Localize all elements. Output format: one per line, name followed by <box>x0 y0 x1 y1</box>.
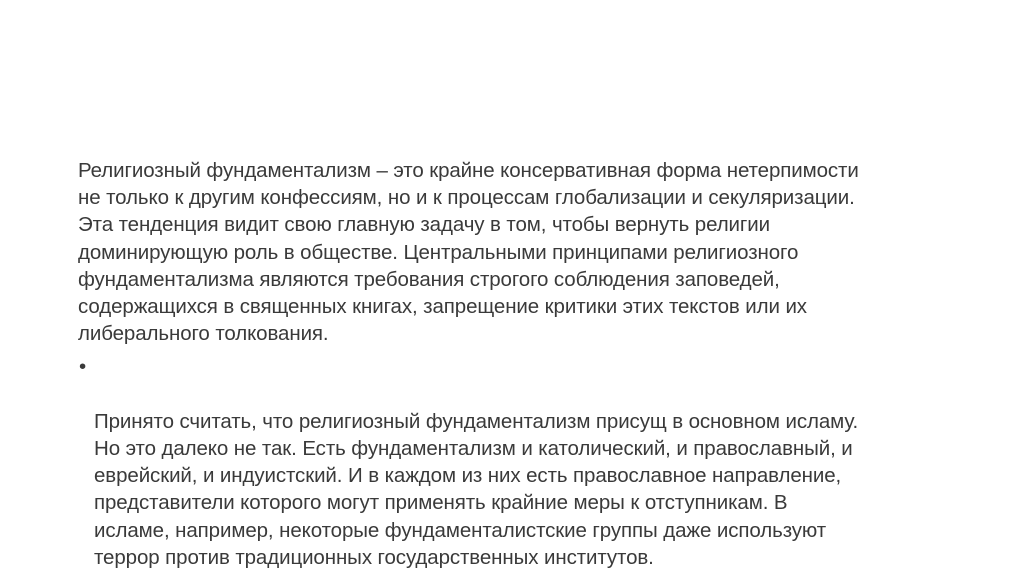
slide-body <box>78 157 958 571</box>
intro-paragraph: Религиозный фундаментализм – это крайне консервативная форма нетерпимости не только к другим конфессиям, но и к процессам глобализации и секуляризации. Эта тенденция видит свою главную задачу в том, чтобы вернуть религии доминирующую роль в обществе. Центральными принципами религиозного фундаментализма являются требования строгого соблюдения заповедей, содержащихся в священных книгах, запрещение критики этих текстов или их либерального толкования. <box>78 159 859 346</box>
bullet-item <box>78 353 958 571</box>
bullet-marker: • <box>79 355 87 379</box>
bullet-text: Принято считать, что религиозный фундаментализм присущ в основном исламу. Но это далеко не так. Есть фундаментализм и католический, и православный, и еврейский, и индуистский. И в каждом из них есть православное направление, представители которого могут применять крайние меры к отступникам. В исламе, например, некоторые фундаменталистские группы даже используют террор против традиционных государственных институтов. <box>94 409 859 569</box>
